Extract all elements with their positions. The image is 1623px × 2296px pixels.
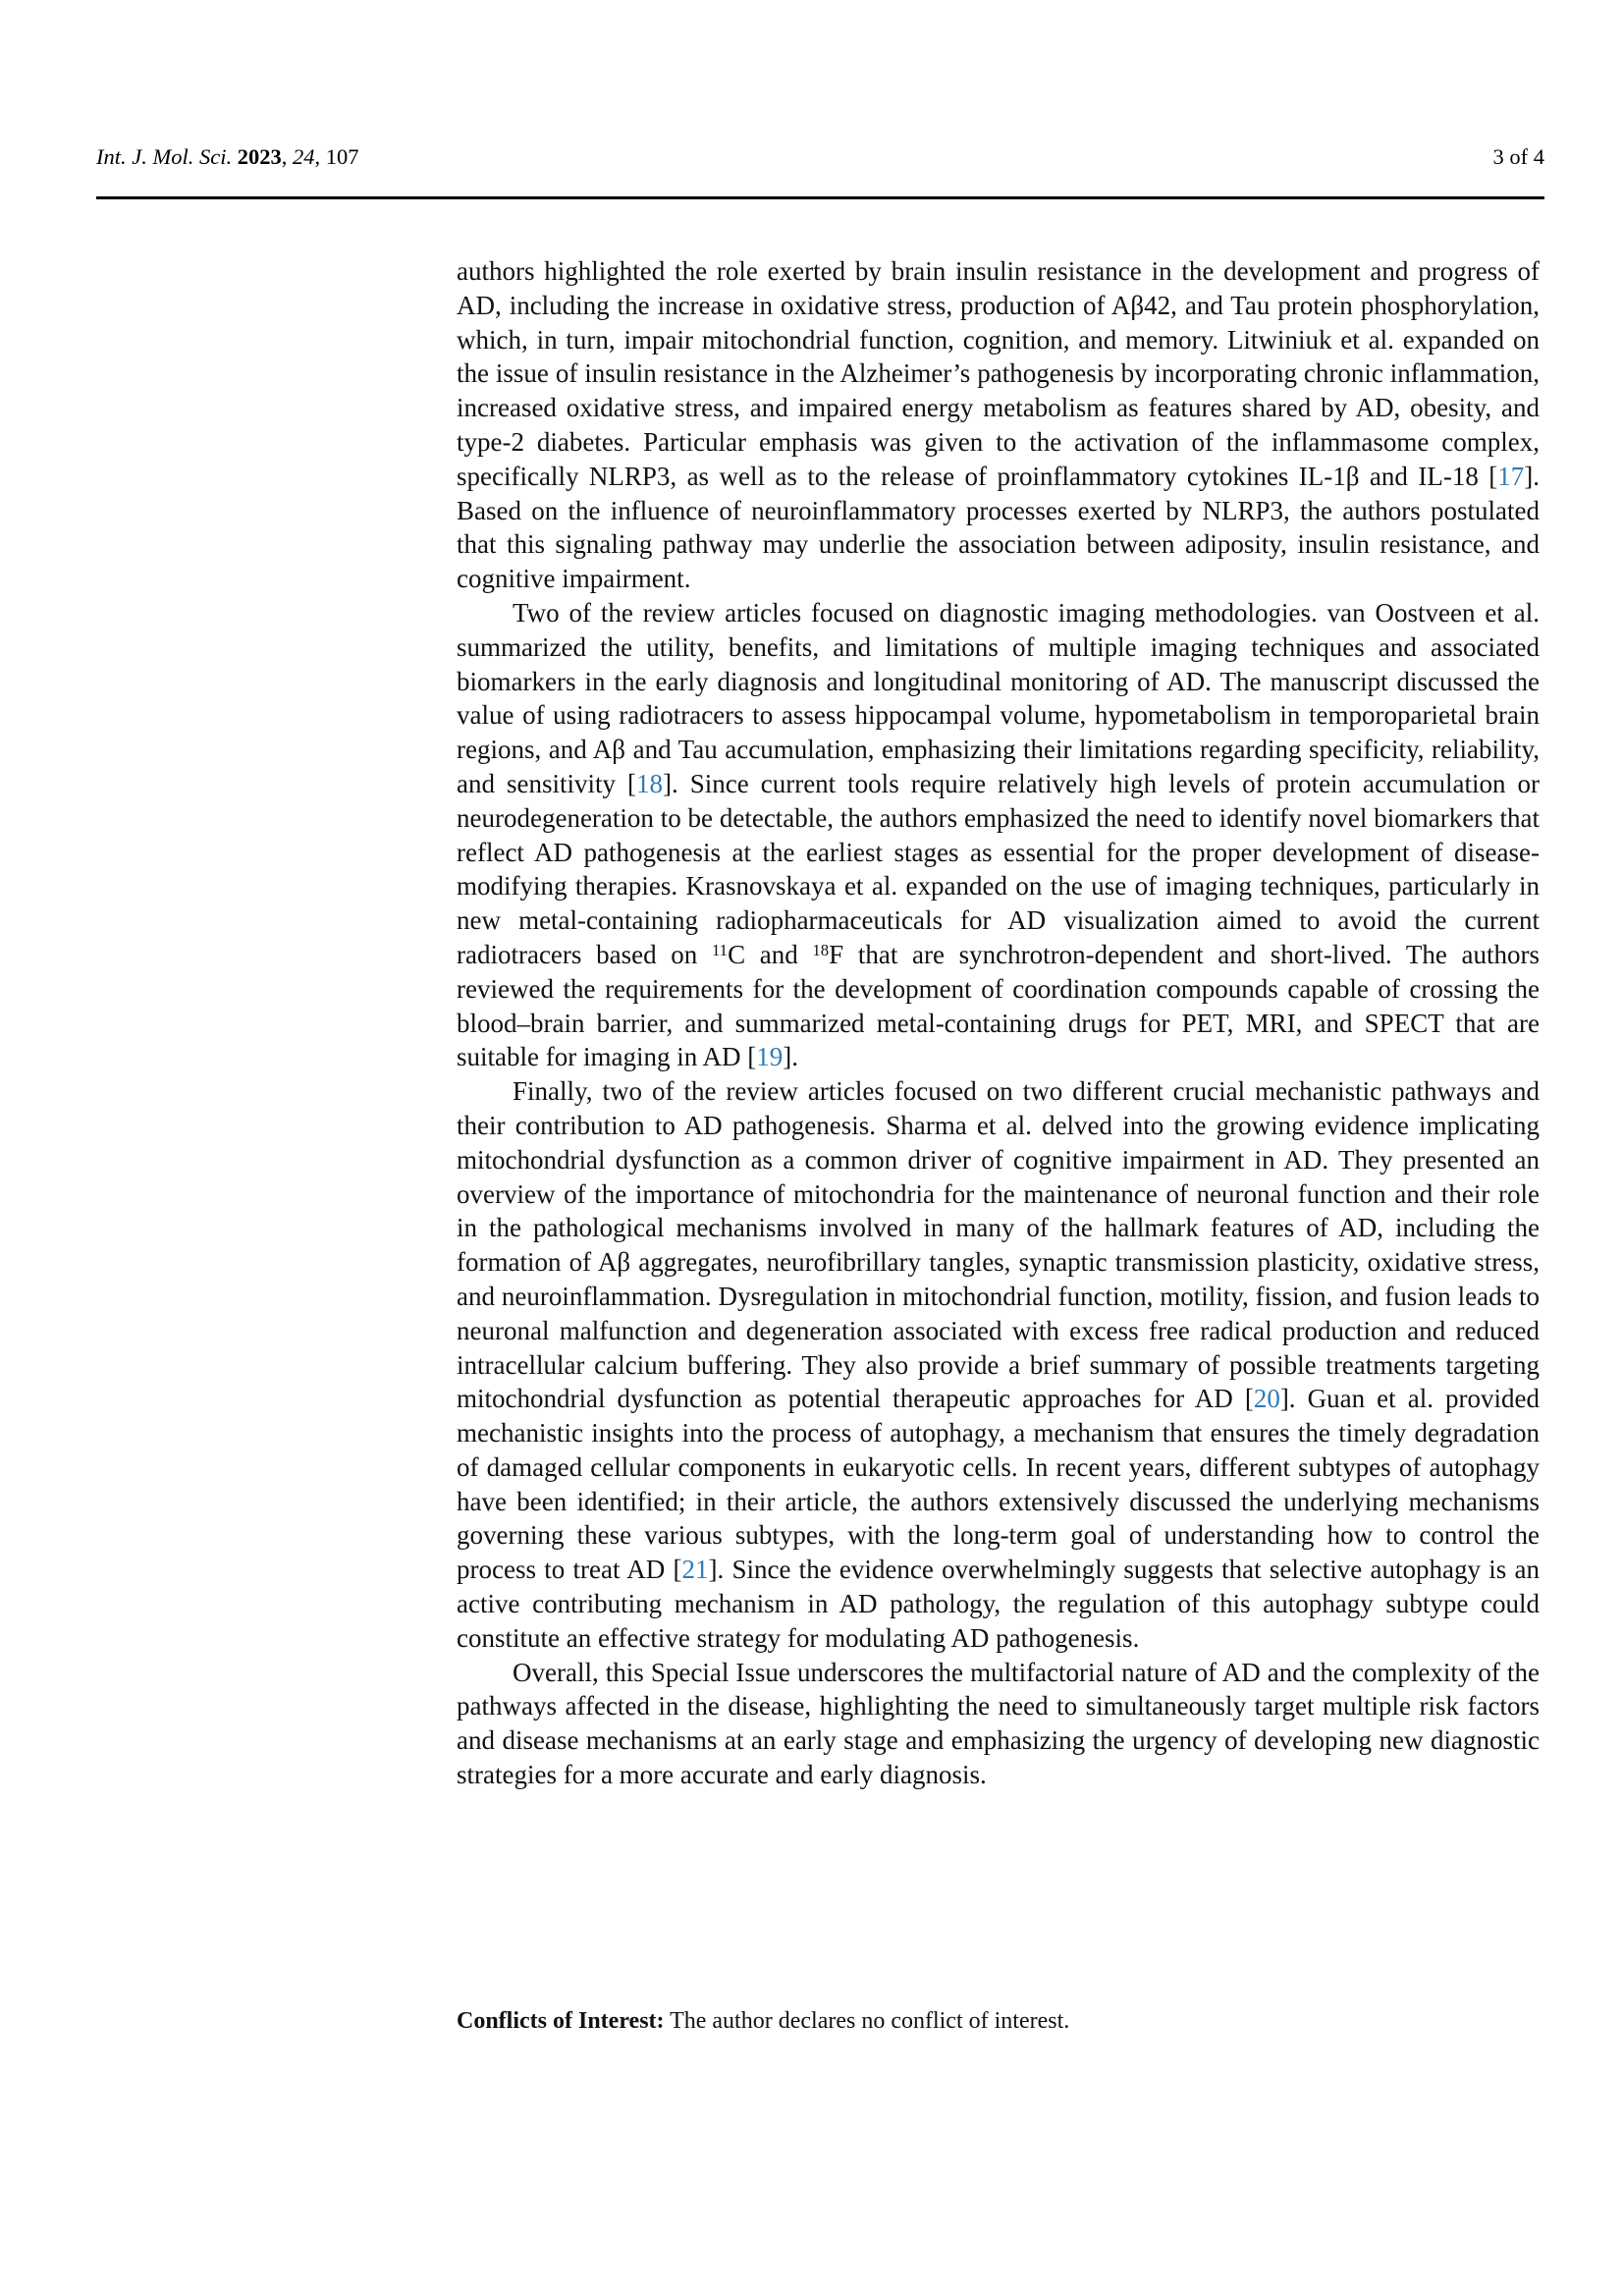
citation-link[interactable]: 18 [636,768,663,798]
body-text [457,254,1540,1792]
conflicts-text: The author declares no conflict of interest. [670,2008,1070,2034]
citation-link[interactable]: 21 [681,1555,709,1585]
text-segment: 24 [292,144,315,169]
citation-link[interactable]: 19 [756,1042,784,1072]
citation-link[interactable]: 17 [1497,461,1525,491]
paragraph: Two of the review articles focused on diagnostic imaging methodologies. van Oostveen et al. summarized the utility, benefits, and limitations of multiple imaging techniques and associated biomarkers in the early diagnosis and longitudinal monitoring of AD. The manuscript discussed the value of using radiotracers to assess hippocampal volume, hypometabolism in temporoparietal brain regions, and Aβ and Tau accumulation, emphasizing their limitations regarding specificity, reliability, and sensitivity [18]. Since current tools require relatively high levels of protein accumulation or neurodegeneration to be detectable, the authors emphasized the need to identify novel biomarkers that reflect AD pathogenesis at the earliest stages as essential for the proper development of disease-modifying therapies. Krasnovskaya et al. expanded on the use of imaging techniques, particularly in new metal-containing radiopharmaceuticals for AD visualization aimed to avoid the current radiotracers based on $^{11}$C and $^{18}$F that are synchrotron-dependent and short-lived. The authors reviewed the requirements for the development of coordination compounds capable of crossing the blood–brain barrier, and summarized metal-containing drugs for PET, MRI, and SPECT that are suitable for imaging in AD [19]. [457,597,1540,1072]
paragraph: authors highlighted the role exerted by brain insulin resistance in the development and progress of AD, including the increase in oxidative stress, production of Aβ42, and Tau protein phosphorylation, which, in turn, impair mitochondrial function, cognition, and memory. Litwiniuk et al. expanded on the issue of insulin resistance in the Alzheimer’s pathogenesis by incorporating chronic inflammation, increased oxidative stress, and impaired energy metabolism as features shared by AD, obesity, and type-2 diabetes. Particular emphasis was given to the activation of the inflammasome complex, specifically NLRP3, as well as to the release of proinflammatory cytokines IL-1β and IL-18 [17]. Based on the influence of neuroinflammatory processes exerted by NLRP3, the authors postulated that this signaling pathway may underlie the association between adiposity, insulin resistance, and cognitive impairment. [457,256,1540,594]
conflicts-label: Conflicts of Interest: [457,2008,665,2034]
journal-citation: Int. J. Mol. Sci. 2023, 24, 107 [96,144,359,169]
page-header [96,143,1544,171]
superscript-isotope: 18 [812,940,830,959]
text-segment: 2023 [237,144,282,169]
conflicts-section [457,1963,1540,2059]
paragraph: Overall, this Special Issue underscores the multifactorial nature of AD and the complexity of the pathways affected in the disease, highlighting the need to simultaneously target multiple risk factors and disease mechanisms at an early stage and emphasizing the urgency of developing new diagnostic strategies for a more accurate and early diagnosis. [457,1657,1540,1790]
superscript-isotope: 11 [711,940,729,959]
page-number: 3 of 4 [1492,144,1544,169]
paragraph: Finally, two of the review articles focused on two different crucial mechanistic pathways and their contribution to AD pathogenesis. Sharma et al. delved into the growing evidence implicating mitochondrial dysfunction as a common driver of cognitive impairment in AD. They presented an overview of the importance of mitochondria for the maintenance of neuronal function and their role in the pathological mechanisms involved in many of the hallmark features of AD, including the formation of Aβ aggregates, neurofibrillary tangles, synaptic transmission plasticity, oxidative stress, and neuroinflammation. Dysregulation in mitochondrial function, motility, fission, and fusion leads to neuronal malfunction and degeneration associated with excess free radical production and reduced intracellular calcium buffering. They also provide a brief summary of possible treatments targeting mitochondrial dysfunction as potential therapeutic approaches for AD [20]. Guan et al. provided mechanistic insights into the process of autophagy, a mechanism that ensures the timely degradation of damaged cellular components in eukaryotic cells. In recent years, different subtypes of autophagy have been identified; in their article, the authors extensively discussed the underlying mechanisms governing these various subtypes, with the long-term goal of understanding how to control the process to treat AD [21]. Since the evidence overwhelmingly suggests that selective autophagy is an active contributing mechanism in AD pathology, the regulation of this autophagy subtype could constitute an effective strategy for modulating AD pathogenesis. [457,1076,1541,1653]
text-segment: Int. J. Mol. Sci. [96,144,238,169]
citation-link[interactable]: 20 [1253,1384,1280,1414]
header-rule [96,196,1544,199]
